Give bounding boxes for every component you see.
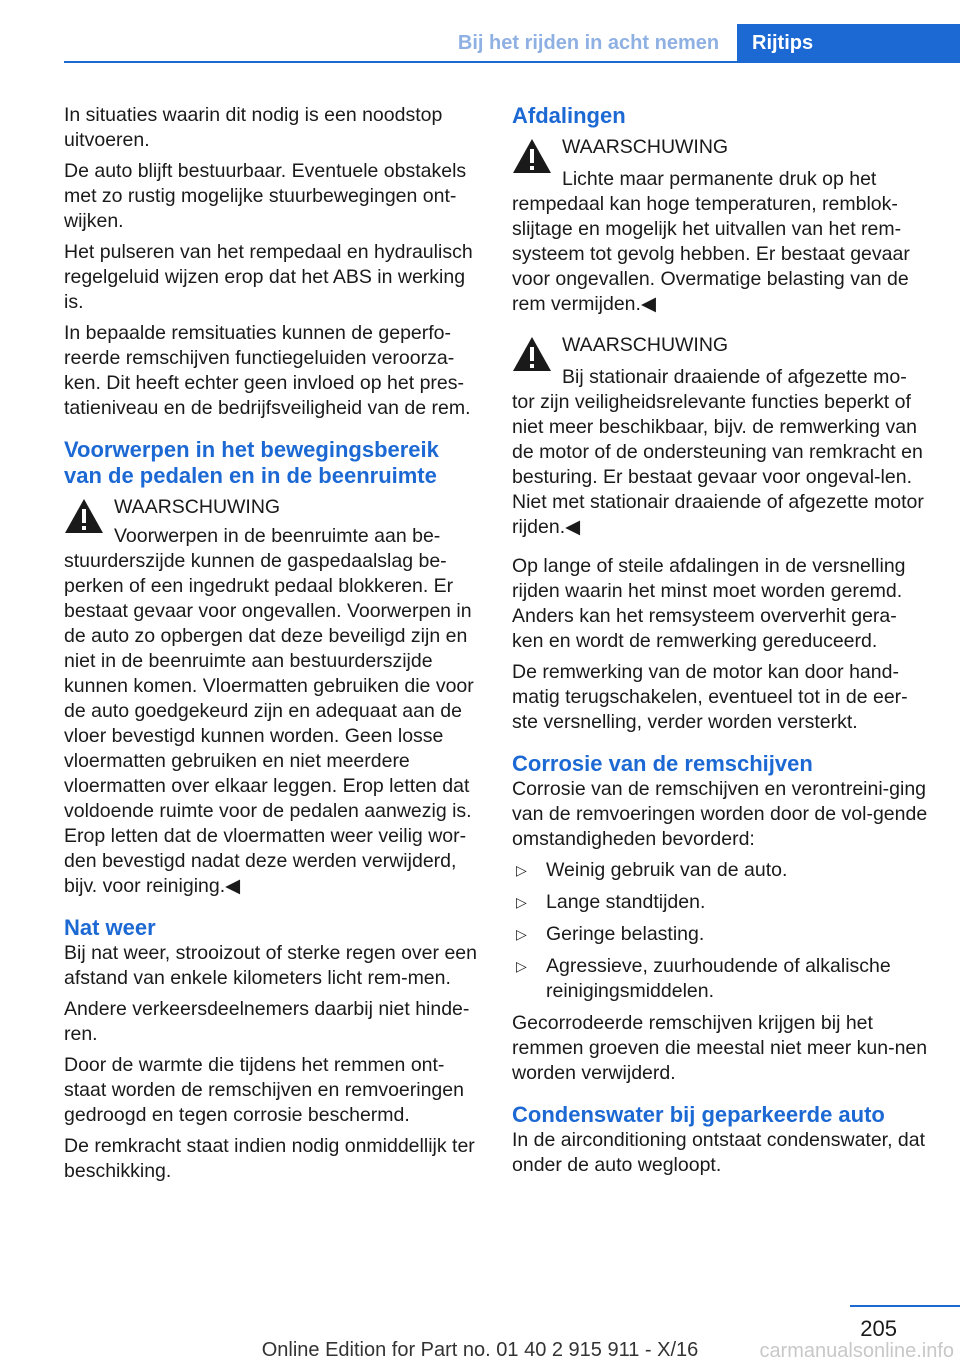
section-heading: Nat weer bbox=[64, 915, 156, 940]
warning-text: Bij stationair draaiende of afgezette mo‐ bbox=[562, 366, 907, 388]
section-heading: Corrosie van de remschijven bbox=[512, 751, 813, 776]
header-rule bbox=[64, 61, 960, 63]
warning-text: Voorwerpen in de beenruimte aan be‐stuurderszijde kunnen de gaspedaalslag be‐perken of een ingedrukt pedaal blokkeren. Er bestaat gevaar voor ongevallen. Voorwerpen in de auto zo opbergen dat deze beveiligd zijn en niet in de beenruimte aan bestuurderszijde kunnen komen. Vloermatten gebruiken die voor de auto goedgekeurd zijn en adequaat aan de vloer bevestigd kunnen worden. Geen losse vloermatten gebruiken en niet meerdere vloermatten over elkaar leggen. Erop letten dat voldoende ruimte voor de pedalen aanwezig is. Erop letten dat de vloermatten weer veilig wor‐den bevestigd nadat deze werden verwijderd, bijv. voor reiniging.◀ bbox=[64, 525, 474, 897]
left-column bbox=[64, 103, 480, 1190]
list-item-text: Weinig gebruik van de auto. bbox=[546, 859, 788, 881]
paragraph: Op lange of steile afdalingen in de versnelling rijden waarin het minst moet worden geremd. Anders kan het remsysteem oververhit gera‐ken en wordt de remwerking gereduceerd. bbox=[512, 555, 906, 652]
warning-text: tor zijn veiligheidsrelevante functies beperkt of niet meer beschikbaar, bijv. de remwerking van de motor of de ondersteuning van remkracht en besturing. Er bestaat gevaar voor ongeval‐len. Niet met stationair draaiende of afgezette motor rijden.◀ bbox=[512, 391, 924, 538]
bullet-triangle-icon: ▷ bbox=[516, 926, 527, 942]
bullet-triangle-icon: ▷ bbox=[516, 958, 527, 974]
warning-triangle-icon bbox=[512, 336, 552, 372]
warning-text: rempedaal kan hoge temperaturen, remblok‐slijtage en mogelijk het uitvallen van het rem‐systeem tot gevolg hebben. Er bestaat gevaar voor ongevallen. Overmatige belasting van de rem vermijden.◀ bbox=[512, 193, 910, 315]
edition-note: Online Edition for Part no. 01 40 2 915 911 - X/16 bbox=[261, 1339, 699, 1361]
warning-title: WAARSCHUWING bbox=[562, 136, 729, 158]
warning-title: WAARSCHUWING bbox=[114, 496, 281, 518]
paragraph: Corrosie van de remschijven en verontreini‐ging van de remvoeringen worden door de vol‐gende omstandigheden bevorderd: bbox=[512, 778, 928, 850]
list-item bbox=[512, 858, 928, 883]
list-item-text: Lange standtijden. bbox=[546, 891, 706, 913]
warning-text: Lichte maar permanente druk op het bbox=[562, 168, 877, 190]
header-section-title: Bij het rijden in acht nemen bbox=[457, 31, 720, 54]
list-item bbox=[512, 890, 928, 915]
page-number: 205 bbox=[860, 1316, 897, 1341]
watermark: carmanualsonline.info bbox=[759, 1340, 954, 1362]
list-item-text: Agressieve, zuurhoudende of alkalische reinigingsmiddelen. bbox=[546, 955, 891, 1002]
section-heading: Condenswater bij geparkeerde auto bbox=[512, 1102, 885, 1127]
paragraph: Door de warmte die tijdens het remmen ont‐staat worden de remschijven en remvoeringen gedroogd en tegen corrosie beschermd. bbox=[64, 1054, 464, 1126]
warning-triangle-icon bbox=[512, 138, 552, 174]
paragraph: In situaties waarin dit nodig is een noodstop uitvoeren. bbox=[64, 104, 443, 151]
warning-block bbox=[512, 333, 928, 540]
paragraph: Gecorrodeerde remschijven krijgen bij het remmen groeven die meestal niet meer kun‐nen worden verwijderd. bbox=[512, 1012, 928, 1084]
list-item bbox=[512, 954, 928, 1004]
paragraph: In de airconditioning ontstaat condenswater, dat onder de auto wegloopt. bbox=[512, 1129, 926, 1176]
header-chapter-tab: Rijtips bbox=[737, 24, 960, 62]
warning-block bbox=[64, 495, 480, 899]
footer-rule bbox=[850, 1305, 960, 1307]
right-column bbox=[512, 103, 928, 1184]
bullet-triangle-icon: ▷ bbox=[516, 862, 527, 878]
bullet-list bbox=[512, 858, 928, 1004]
section-heading: Afdalingen bbox=[512, 103, 626, 128]
paragraph: Andere verkeersdeelnemers daarbij niet hinde‐ren. bbox=[64, 998, 470, 1045]
list-item bbox=[512, 922, 928, 947]
paragraph: De auto blijft bestuurbaar. Eventuele obstakels met zo rustig mogelijke stuurbewegingen ont‐wijken. bbox=[64, 160, 467, 232]
paragraph: Het pulseren van het rempedaal en hydraulisch regelgeluid wijzen erop dat het ABS in werking is. bbox=[64, 241, 473, 313]
paragraph: Bij nat weer, strooizout of sterke regen over een afstand van enkele kilometers licht rem‐men. bbox=[64, 942, 477, 989]
warning-triangle-icon bbox=[64, 498, 104, 534]
section-heading: Voorwerpen in het bewegingsbereik van de pedalen en in de beenruimte bbox=[64, 437, 439, 488]
paragraph: De remwerking van de motor kan door hand‐matig terugschakelen, eventueel tot in de eer‐ste versnelling, verder worden versterkt. bbox=[512, 661, 908, 733]
list-item-text: Geringe belasting. bbox=[546, 923, 705, 945]
paragraph: De remkracht staat indien nodig onmiddellijk ter beschikking. bbox=[64, 1135, 475, 1182]
paragraph: In bepaalde remsituaties kunnen de geperfo‐reerde remschijven functiegeluiden veroorza‐ken. Dit heeft echter geen invloed op het pres‐tatieniveau en de bedrijfsveiligheid van de rem. bbox=[64, 322, 471, 419]
warning-block bbox=[512, 135, 928, 317]
bullet-triangle-icon: ▷ bbox=[516, 894, 527, 910]
warning-title: WAARSCHUWING bbox=[562, 334, 729, 356]
